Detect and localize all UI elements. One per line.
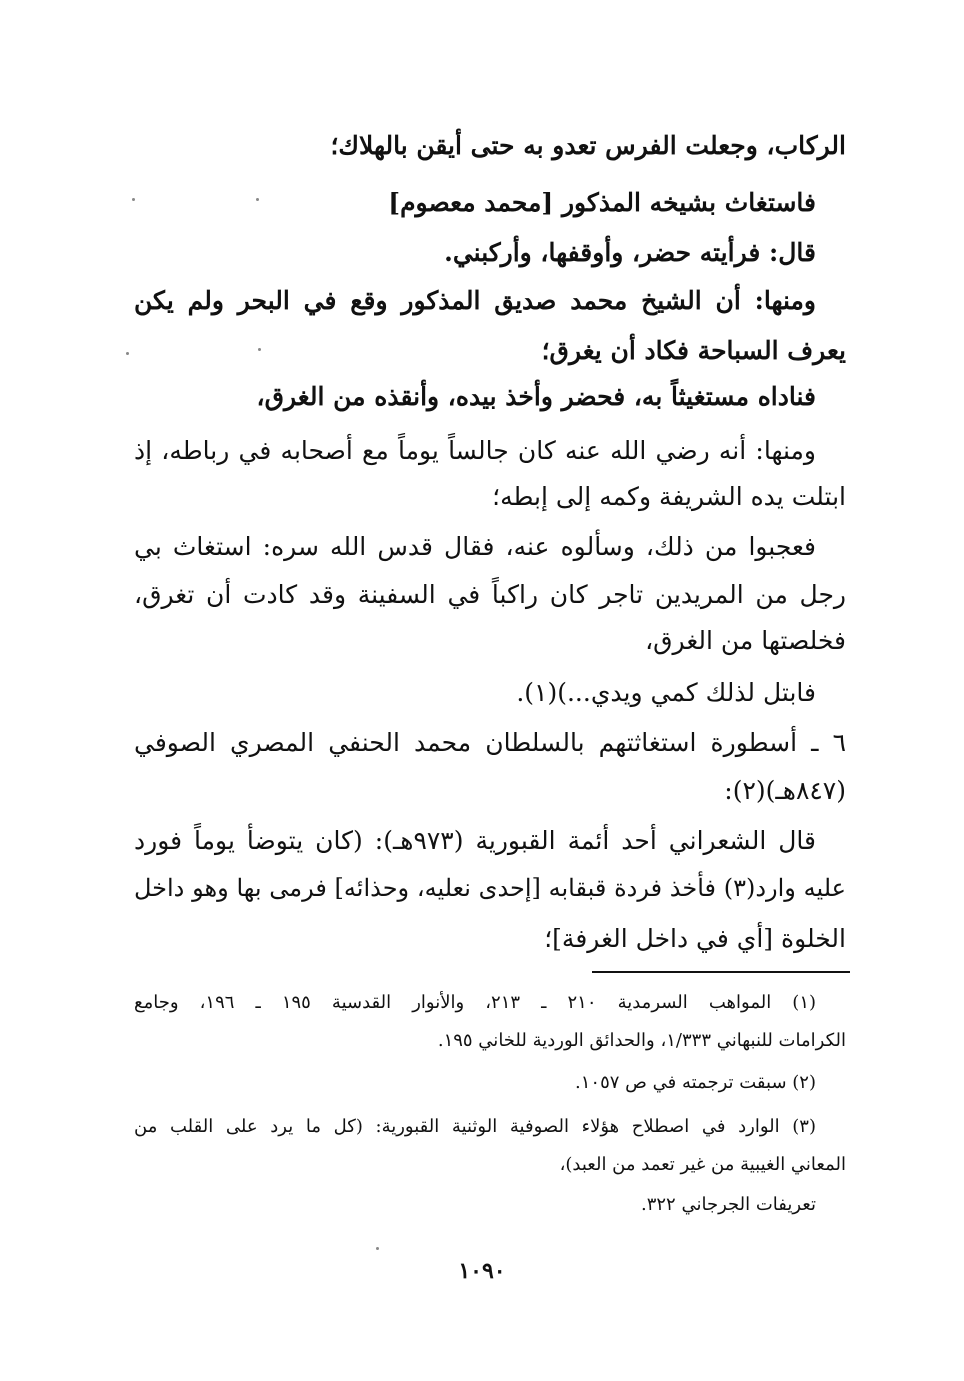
body-line-7: ومنها: أنه رضي الله عنه كان جالساً يوماً مع أصحابه في رباطه، إذ [134, 436, 816, 465]
body-line-9: فعجبوا من ذلك، وسألوه عنه، فقال قدس الله سره: استغاث بي [134, 532, 816, 561]
body-line-12: فابتل لذلك كمي ويدي...)(١). [516, 678, 816, 707]
footnote-1-line-2: الكرامات للنبهاني ١/٣٣٣، والحدائق الوردية للخاني ١٩٥. [437, 1030, 846, 1051]
scan-speck [132, 198, 135, 201]
footnote-2: (٢) سبقت ترجمته في ص ١٠٥٧. [575, 1072, 816, 1093]
scan-speck [256, 198, 259, 201]
body-line-15: قال الشعراني أحد أئمة القبورية (٩٧٣هـ): (كان يتوضأ يوماً فورد [134, 826, 816, 855]
scan-speck [126, 352, 129, 355]
footnote-1-line-1: (١) المواهب السرمدية ٢١٠ ـ ٢١٣، والأنوار القدسية ١٩٥ ـ ١٩٦، وجامع [134, 992, 817, 1013]
body-line-4: ومنها: أن الشيخ محمد صديق المذكور وقع في البحر ولم يكن [134, 286, 816, 315]
footnote-3-line-3: تعريفات الجرجاني ٣٢٢. [640, 1194, 816, 1215]
footnote-separator [592, 971, 850, 973]
body-line-11: فخلصتها من الغرق، [645, 626, 846, 655]
section-heading-line-1: ٦ ـ أسطورة استغاثتهم بالسلطان محمد الحنفي المصري الصوفي [134, 728, 846, 757]
body-line-8: ابتلت يده الشريفة وكمه إلى إبطه؛ [492, 482, 846, 511]
body-line-6: فناداه مستغيثاً به، فحضر وأخذ بيده، وأنقذه من الغرق، [256, 382, 816, 411]
page-number: ١٠٩٠ [458, 1258, 506, 1284]
footnote-3-line-2: المعاني الغيبية من غير تعمد من العبد)، [559, 1154, 846, 1175]
section-heading-line-2: (٨٤٧هـ)(٢): [724, 776, 846, 805]
body-line-3: قال: فرأيته حضر، وأوقفها، وأركبني. [444, 238, 816, 267]
body-line-17: الخلوة [أي في داخل الغرفة]؛ [544, 924, 846, 953]
body-line-2: فاستغاث بشيخه المذكور [محمد معصوم] [388, 188, 816, 217]
body-line-10: رجل من المريدين تاجر كان راكباً في السفينة وقد كادت أن تغرق، [134, 580, 846, 609]
body-line-5: يعرف السباحة فكاد أن يغرق؛ [541, 336, 846, 365]
body-line-16: عليه وارد(٣) فأخذ فردة قبقابه [إحدى نعليه، وحذائه] فرمى بها وهو داخل [134, 874, 846, 902]
body-line-1: الركاب، وجعلت الفرس تعدو به حتى أيقن بالهلاك؛ [330, 131, 846, 160]
scan-speck [258, 348, 261, 351]
footnote-3-line-1: (٣) الوارد في اصطلاح هؤلاء الصوفية الوثنية القبورية: (كل ما يرد على القلب من [134, 1116, 816, 1137]
scan-speck [376, 1247, 379, 1250]
